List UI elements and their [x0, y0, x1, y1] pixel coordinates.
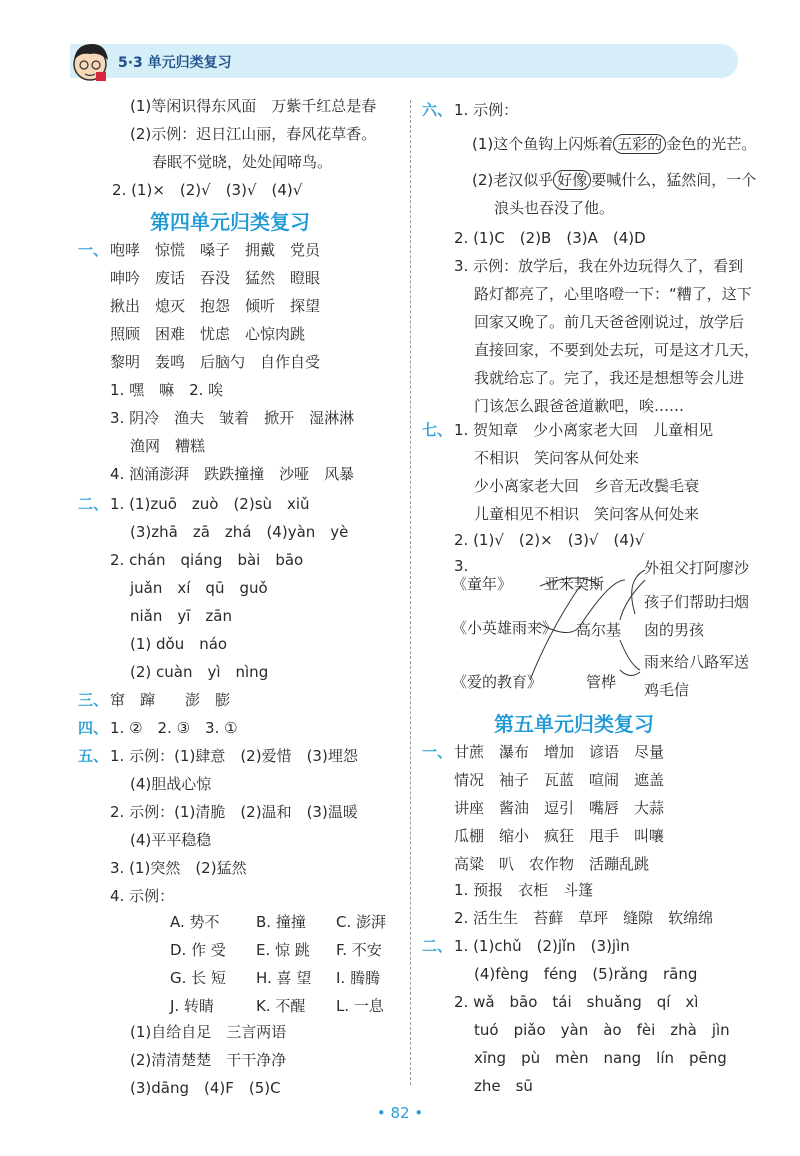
- book-title: 《爱的教育》: [452, 673, 543, 691]
- pinyin-line: juǎn xí qū guǒ: [130, 579, 268, 597]
- pinyin-line: (3)zhā zā zhá (4)yàn yè: [130, 523, 349, 541]
- pinyin-line: xīng pù mèn nang lín pēng: [474, 1049, 727, 1067]
- answer-line: 浪头也吞没了他。: [494, 199, 615, 217]
- answer-line: 我就给忘了。完了，我还是想想等会儿进: [474, 369, 745, 387]
- text-part: (2)老汉似乎: [472, 171, 554, 189]
- word-row: 揪出 熄灭 抱怨 倾听 探望: [110, 297, 321, 315]
- header-title: 5·3 单元归类复习: [118, 55, 232, 71]
- pinyin-line: (2) cuàn yì nìng: [130, 663, 269, 681]
- word-row: 高粱 叭 农作物 活蹦乱跳: [454, 855, 650, 873]
- pinyin-line: (4)fèng féng (5)rǎng rāng: [474, 965, 698, 983]
- story-text: 孩子们帮助扫烟: [644, 593, 750, 611]
- author-name: 管桦: [586, 673, 617, 691]
- grid-cell: H. 喜 望: [256, 969, 312, 987]
- book-title: 《小英雄雨来》: [452, 619, 558, 637]
- answer-line: (4)胆战心惊: [130, 775, 212, 793]
- answer-line: [472, 134, 756, 154]
- pinyin-line: (1) dǒu náo: [130, 635, 228, 653]
- answer-line: 少小离家老大回 乡音无改鬓毛衰: [474, 477, 700, 495]
- section-label: 二、: [78, 495, 109, 513]
- page-number: • 82 •: [376, 1104, 424, 1122]
- book-title: 《童年》: [452, 575, 513, 593]
- word-row: 瓜棚 缩小 疯狂 甩手 叫嚷: [454, 827, 665, 845]
- section-label: 一、: [422, 743, 453, 761]
- grid-cell: D. 作 受: [170, 941, 226, 959]
- section-label: 五、: [78, 747, 109, 765]
- grid-cell: G. 长 短: [170, 969, 226, 987]
- section-label: 一、: [78, 241, 109, 259]
- section-label: 四、: [78, 719, 109, 737]
- grid-cell: K. 不醒: [256, 997, 306, 1015]
- word-row: 讲座 酱油 逗引 嘴唇 大蒜: [454, 799, 665, 817]
- grid-cell: B. 撞撞: [256, 913, 306, 931]
- answer-line: (1)自给自足 三言两语: [130, 1023, 287, 1041]
- answer-line: (2)示例：迟日江山丽，春风花草香。: [130, 125, 377, 143]
- answer-line: 2. 示例：(1)清脆 (2)温和 (3)温暖: [110, 803, 358, 821]
- pinyin-line: 2. chán qiáng bài bāo: [110, 551, 304, 569]
- answer-line: 春眠不觉晓，处处闻啼鸟。: [152, 153, 333, 171]
- story-text: 外祖父打阿廖沙: [644, 559, 750, 577]
- word-row: 照顾 困难 忧虑 心惊肉跳: [110, 325, 306, 343]
- text-part: (1)这个鱼钩上闪烁着: [472, 135, 614, 153]
- story-text: 雨来给八路军送: [644, 653, 750, 671]
- section-label: 二、: [422, 937, 453, 955]
- grid-cell: J. 转睛: [170, 997, 214, 1015]
- answer-line: 1. 预报 衣柜 斗篷: [454, 881, 594, 899]
- word-row: 情况 袖子 瓦蓝 喧闹 遮盖: [454, 771, 665, 789]
- answer-line: (3)dāng (4)F (5)C: [130, 1079, 281, 1097]
- grid-cell: A. 势不: [170, 913, 220, 931]
- answer-line: 1. 贺知章 少小离家老大回 儿童相见: [454, 421, 714, 439]
- answer-line: 1. 示例：(1)肆意 (2)爱惜 (3)埋怨: [110, 747, 358, 765]
- answer-line: 不相识 笑问客从何处来: [474, 449, 640, 467]
- answer-line: 直接回家，不要到处去玩，可是这才几天，: [474, 341, 760, 359]
- pinyin-line: 1. (1)chǔ (2)jǐn (3)jìn: [454, 937, 630, 955]
- pinyin-line: niǎn yī zān: [130, 607, 232, 625]
- answer-line: 1. 示例：: [454, 101, 519, 119]
- section-label: 六、: [422, 101, 453, 119]
- answer-line: 1. 嘿 嘛 2. 唉: [110, 381, 224, 399]
- grid-cell: C. 澎湃: [336, 913, 387, 931]
- text-part: 要喊什么，猛然间，一个: [591, 171, 757, 189]
- text-part: 金色的光芒。: [666, 135, 757, 153]
- answer-line: (4)平平稳稳: [130, 831, 212, 849]
- grid-cell: F. 不安: [336, 941, 382, 959]
- answer-line: 2. 活生生 苔藓 草坪 缝隙 软绵绵: [454, 909, 714, 927]
- answer-line: 门该怎么跟爸爸道歉吧，唉……: [474, 397, 685, 415]
- answer-line: [472, 170, 756, 190]
- pinyin-line: 1. (1)zuō zuò (2)sù xiǔ: [110, 495, 310, 513]
- answer-line: 路灯都亮了，心里咯噔一下：“糟了，这下: [474, 285, 752, 303]
- column-divider: [410, 100, 411, 1085]
- answer-line: (2)清清楚楚 干干净净: [130, 1051, 287, 1069]
- answer-line: 1. ② 2. ③ 3. ①: [110, 719, 238, 737]
- answer-line: 3. 示例：放学后，我在外边玩得久了，看到: [454, 257, 744, 275]
- mascot-icon: [66, 38, 114, 84]
- answer-line: 窜 蹿 澎 膨: [110, 691, 231, 709]
- answer-line: 儿童相见不相识 笑问客从何处来: [474, 505, 700, 523]
- circled-word: 好像: [553, 170, 591, 190]
- author-name: 高尔基: [576, 621, 622, 639]
- section-label: 三、: [78, 691, 109, 709]
- answer-line: 2. (1)C (2)B (3)A (4)D: [454, 229, 646, 247]
- grid-cell: E. 惊 跳: [256, 941, 310, 959]
- answer-line: 3. (1)突然 (2)猛然: [110, 859, 247, 877]
- author-name: 亚米契斯: [544, 575, 605, 593]
- pinyin-line: 2. wǎ bāo tái shuǎng qí xì: [454, 993, 699, 1011]
- answer-line: 3. 阴冷 渔夫 皱着 掀开 湿淋淋: [110, 409, 355, 427]
- word-row: 咆哮 惊慌 嗓子 拥戴 党员: [110, 241, 321, 259]
- section-label: 七、: [422, 421, 453, 439]
- answer-line: 3.: [454, 557, 469, 575]
- word-row: 黎明 轰鸣 后脑勺 自作自受: [110, 353, 321, 371]
- story-text: 鸡毛信: [644, 681, 690, 699]
- answer-line: 渔网 糟糕: [130, 437, 206, 455]
- answer-line: 2. (1)√ (2)× (3)√ (4)√: [454, 531, 645, 549]
- word-row: 呻吟 废话 吞没 猛然 瞪眼: [110, 269, 321, 287]
- unit4-title: 第四单元归类复习: [150, 210, 310, 234]
- pinyin-line: tuó piǎo yàn ào fèi zhà jìn: [474, 1021, 730, 1039]
- answer-line: 4. 示例：: [110, 887, 175, 905]
- answer-line: 4. 汹涌澎湃 跌跌撞撞 沙哑 风暴: [110, 465, 355, 483]
- story-text: 囱的男孩: [644, 621, 705, 639]
- word-row: 甘蔗 瀑布 增加 谚语 尽量: [454, 743, 665, 761]
- answer-line: 2. (1)× (2)√ (3)√ (4)√: [112, 181, 303, 199]
- circled-word: 五彩的: [613, 134, 666, 154]
- unit5-title: 第五单元归类复习: [494, 712, 654, 736]
- pinyin-line: zhe sū: [474, 1077, 533, 1095]
- answer-line: (1)等闲识得东风面 万紫千红总是春: [130, 97, 377, 115]
- answer-line: 回家又晚了。前几天爸爸刚说过，放学后: [474, 313, 745, 331]
- grid-cell: I. 腾腾: [336, 969, 380, 987]
- grid-cell: L. 一息: [336, 997, 384, 1015]
